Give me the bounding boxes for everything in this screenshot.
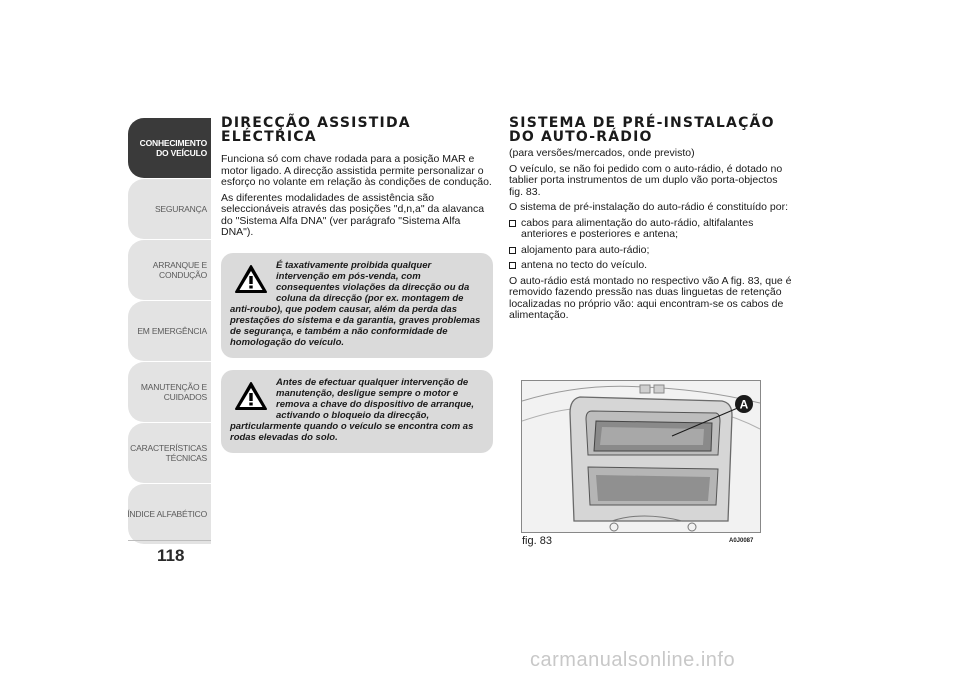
warning-box: [221, 253, 493, 358]
paragraph: O veículo, se não foi pedido com o auto-rádio, é dotado no tablier porta instrumentos de um duplo vão porta-objectos fig. 83.: [509, 162, 783, 198]
sidebar-tab-seguranca[interactable]: [128, 179, 211, 239]
section-title-direccao: DIRECÇÃO ASSISTIDA ELÉCTRICA: [221, 115, 411, 145]
paragraph: O auto-rádio está montado no respectivo vão A fig. 83, que é removido fazendo pressão nas duas linguetas de retenção localizadas no próprio vão: aqui encontram-se os cabos de alimentação.: [509, 274, 792, 321]
sidebar-tab-label: TÉCNICAS: [165, 453, 207, 463]
warning-icon: [234, 264, 268, 294]
section-title-line: SISTEMA DE PRÉ-INSTALAÇÃO: [509, 115, 775, 131]
figure-caption: fig. 83: [522, 535, 552, 547]
subtitle: (para versões/mercados, onde previsto): [509, 147, 695, 159]
warning-icon: [234, 381, 268, 411]
sidebar-tab-indice[interactable]: [128, 484, 211, 544]
component-list: [509, 218, 794, 272]
checkbox-bullet-icon: [509, 220, 516, 227]
list-item: [509, 245, 794, 257]
warning-text: É taxativamente proibida qualquer intervenção em pós-venda, com consequentes violações da direcção ou da coluna da direcção (por ex. montagem de anti-roubo), que podem causar, além da perda das prestações do sistema e da garantia, graves problemas de segurança, e também a não conformidade de homologação do veículo.: [230, 259, 481, 348]
checkbox-bullet-icon: [509, 247, 516, 254]
paragraph: As diferentes modalidades de assistência são seleccionáveis através das posições "d,n,a" da alavanca do "Sistema Alfa DNA" (ver parágrafo "Sistema Alfa DNA").: [221, 191, 485, 238]
sidebar-tab-label: CUIDADOS: [163, 392, 207, 402]
paragraph: O sistema de pré-instalação do auto-rádio é constituído por:: [509, 201, 788, 213]
sidebar-tab-conhecimento[interactable]: [128, 118, 211, 178]
left-column: [221, 116, 493, 453]
right-column: [509, 116, 794, 326]
figure-radio-housing: [521, 380, 761, 533]
section-title-autoradio: [509, 116, 794, 144]
sidebar-tab-manutencao[interactable]: [128, 362, 211, 422]
warning-box: [221, 370, 493, 453]
sidebar-tab-label: ARRANQUE E: [152, 260, 207, 270]
radio-housing-illustration: [522, 381, 760, 532]
callout-a-label: A: [739, 397, 749, 412]
paragraph: Funciona só com chave rodada para a posição MAR e motor ligado. A direcção assistida permite personalizar o esforço no volante em relação às condições de condução.: [221, 153, 492, 188]
list-item-text: alojamento para auto-rádio;: [521, 243, 650, 256]
list-item-text: cabos para alimentação do auto-rádio, altifalantes anteriores e posteriores e antena;: [521, 216, 754, 240]
watermark: carmanualsonline.info: [530, 649, 736, 671]
sidebar-tab-label: CONHECIMENTO: [139, 138, 207, 148]
sidebar-tab-label: CONDUÇÃO: [159, 270, 207, 280]
list-item-text: antena no tecto do veículo.: [521, 259, 648, 271]
sidebar-tab-label: MANUTENÇÃO E: [140, 382, 207, 392]
sidebar-tab-label: CARACTERÍSTICAS: [130, 443, 207, 453]
warning-text: Antes de efectuar qualquer intervenção de manutenção, desligue sempre o motor e remova a chave do dispositivo de arranque, activando o bloqueio da direcção, particularmente quando o veículo se encontra com as rodas elevadas do solo.: [230, 376, 474, 443]
sidebar-divider: [128, 540, 211, 541]
page-number: 118: [157, 546, 185, 565]
sidebar-tab-label: EM EMERGÊNCIA: [137, 326, 207, 336]
figure-code: A0J0087: [729, 538, 754, 544]
sidebar-tab-label: DO VEÍCULO: [156, 148, 207, 158]
section-title-line: DO AUTO-RÁDIO: [509, 129, 653, 145]
sidebar-tab-caracteristicas[interactable]: [128, 423, 211, 483]
sidebar-tab-arranque[interactable]: [128, 240, 211, 300]
sidebar-tab-label: ÍNDICE ALFABÉTICO: [127, 509, 207, 519]
sidebar-tab-label: SEGURANÇA: [154, 204, 207, 214]
list-item: [509, 218, 794, 241]
checkbox-bullet-icon: [509, 262, 516, 269]
sidebar-tab-emergencia[interactable]: [128, 301, 211, 361]
list-item: [509, 260, 794, 272]
